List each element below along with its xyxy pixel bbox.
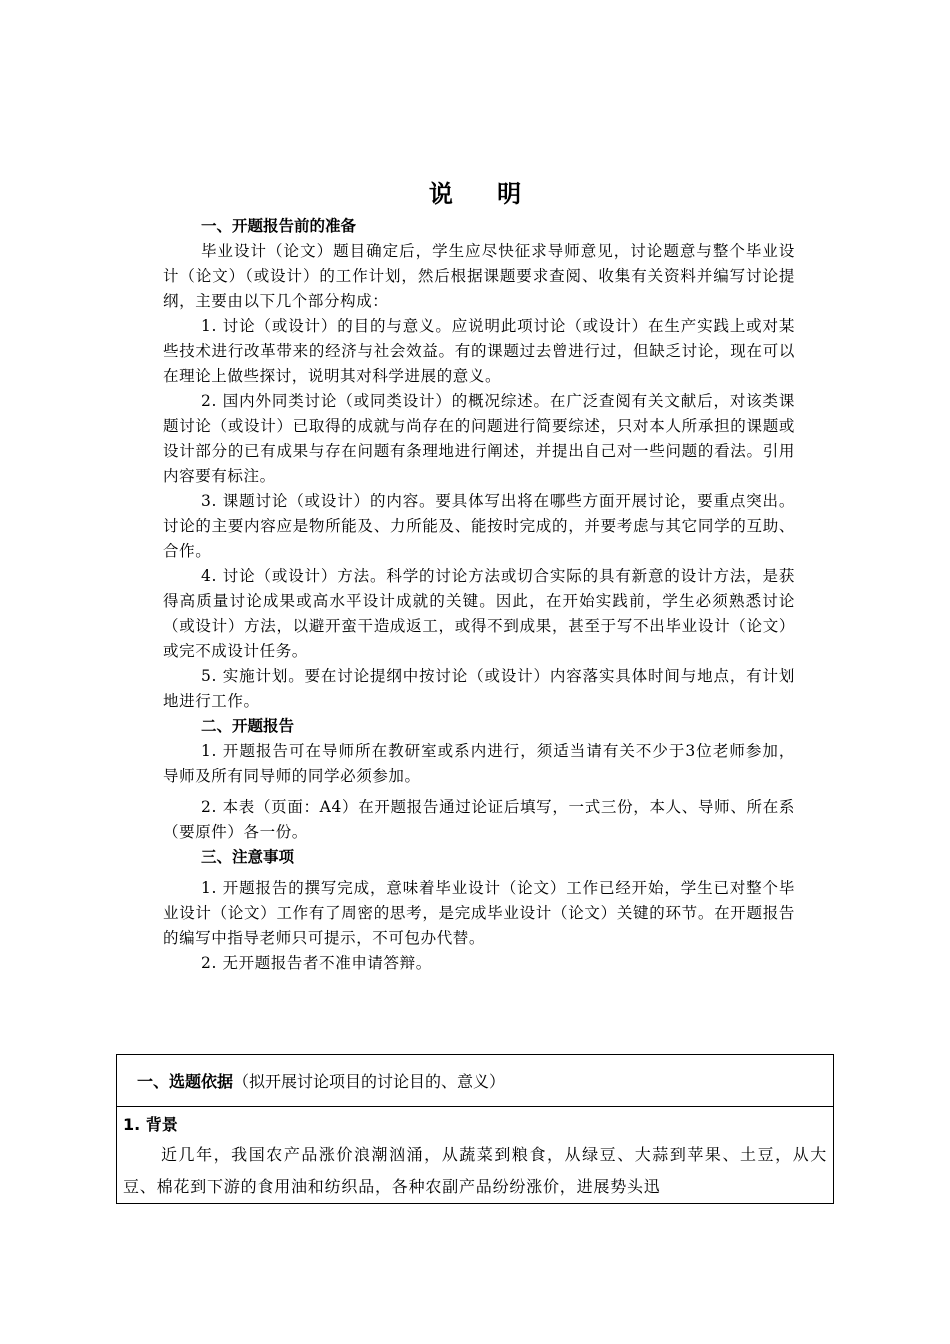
section-heading-preparation: 一、开题报告前的准备 — [201, 217, 357, 235]
background-text: 近几年，我国农产品涨价浪潮汹涌，从蔬菜到粮食，从绿豆、大蒜到苹果、土豆，从大豆、棉花到下游的食用油和纺织品，各种农副产品纷纷涨价，进展势头迅 — [123, 1145, 827, 1196]
page-title: 说 明 — [428, 180, 540, 208]
preparation-item-1: 1. 讨论（或设计）的目的与意义。应说明此项讨论（或设计）在生产实践上或对某些技术进行改革带来的经济与社会效益。有的课题过去曾进行过，但缺乏讨论，现在可以在理论上做些探讨，说明其对科学进展的意义。 — [163, 317, 795, 385]
table-header-note: （拟开展讨论项目的讨论目的、意义） — [233, 1072, 506, 1091]
instructions-content — [163, 214, 795, 976]
background-heading: 1. 背景 — [123, 1115, 178, 1134]
section-heading-notes: 三、注意事项 — [201, 848, 295, 866]
notes-item-1: 1. 开题报告的撰写完成，意味着毕业设计（论文）工作已经开始，学生已对整个毕业设计（论文）工作有了周密的思考，是完成毕业设计（论文）关键的环节。在开题报告的编写中指导老师只可提示，不可包办代替。 — [163, 879, 795, 947]
table-body-cell — [117, 1107, 833, 1203]
topic-basis-table — [116, 1054, 834, 1204]
preparation-intro: 毕业设计（论文）题目确定后，学生应尽快征求导师意见，讨论题意与整个毕业设计（论文）（或设计）的工作计划，然后根据课题要求查阅、收集有关资料并编写讨论提纲，主要由以下几个部分构成： — [163, 242, 795, 310]
preparation-item-5: 5. 实施计划。要在讨论提纲中按讨论（或设计）内容落实具体时间与地点，有计划地进行工作。 — [163, 667, 795, 710]
report-item-1: 1. 开题报告可在导师所在教研室或系内进行，须适当请有关不少于3位老师参加，导师及所有同导师的同学必须参加。 — [163, 742, 795, 785]
section-heading-report: 二、开题报告 — [201, 717, 295, 735]
preparation-item-3: 3. 课题讨论（或设计）的内容。要具体写出将在哪些方面开展讨论，要重点突出。讨论的主要内容应是物所能及、力所能及、能按时完成的，并要考虑与其它同学的互助、合作。 — [163, 492, 795, 560]
table-header-title: 一、选题依据 — [137, 1072, 234, 1091]
preparation-item-2: 2. 国内外同类讨论（或同类设计）的概况综述。在广泛查阅有关文献后，对该类课题讨论（或设计）已取得的成就与尚存在的问题进行简要综述，只对本人所承担的课题或设计部分的已有成果与存在问题有条理地进行阐述，并提出自己对一些问题的看法。引用内容要有标注。 — [163, 392, 795, 485]
report-item-2: 2. 本表（页面：A4）在开题报告通过论证后填写，一式三份，本人、导师、所在系（要原件）各一份。 — [163, 798, 795, 841]
notes-item-2: 2. 无开题报告者不准申请答辩。 — [201, 954, 432, 972]
table-header-row — [117, 1055, 833, 1107]
preparation-item-4: 4. 讨论（或设计）方法。科学的讨论方法或切合实际的具有新意的设计方法，是获得高质量讨论成果或高水平设计成就的关键。因此，在开始实践前，学生必须熟悉讨论（或设计）方法，以避开蛮干造成返工，或得不到成果，甚至于写不出毕业设计（论文）或完不成设计任务。 — [163, 567, 795, 660]
